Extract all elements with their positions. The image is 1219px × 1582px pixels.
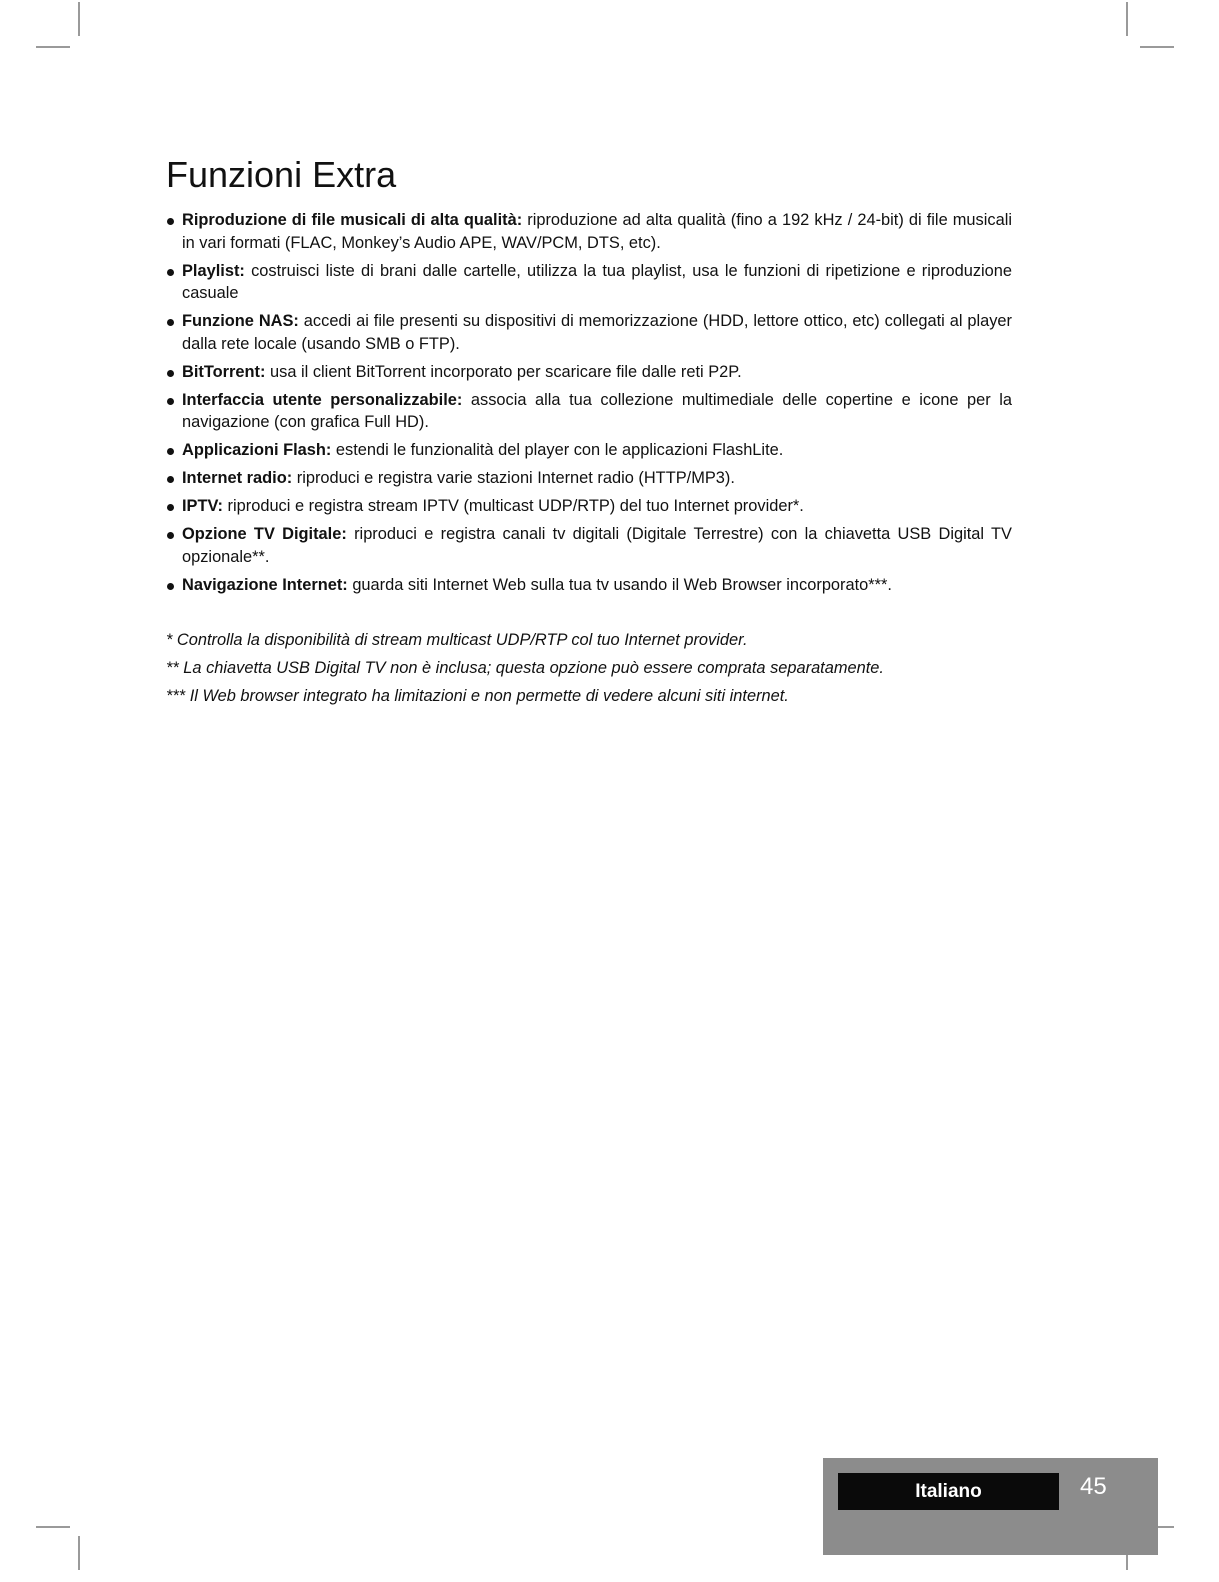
crop-mark [36, 1526, 70, 1528]
feature-term: Playlist: [182, 261, 245, 280]
bullet-icon [167, 583, 174, 590]
crop-mark [78, 1536, 80, 1570]
feature-item [166, 310, 1012, 355]
feature-text: usa il client BitTorrent incorporato per scaricare file dalle reti P2P. [265, 362, 742, 381]
feature-text: accedi ai file presenti su dispositivi di memorizzazione (HDD, lettore ottico, etc) collegati al player dalla rete locale (usando SMB o FTP). [182, 312, 1013, 353]
feature-item [166, 361, 1012, 384]
feature-term: Opzione TV Digitale: [182, 525, 347, 543]
bullet-icon [167, 398, 174, 405]
feature-text: riproduci e registra stream IPTV (multicast UDP/RTP) del tuo Internet provider*. [222, 497, 804, 515]
crop-mark [1126, 2, 1128, 36]
feature-text: riproduci e registra varie stazioni Internet radio (HTTP/MP3). [292, 469, 735, 487]
language-label: Italiano [838, 1473, 1059, 1510]
bullet-icon [167, 448, 174, 455]
page-number: 45 [1080, 1473, 1107, 1500]
feature-text: associa alla tua collezione multimediale delle copertine e icone per la navigazione (con grafica Full HD). [182, 390, 1012, 431]
footnote: * Controlla la disponibilità di stream multicast UDP/RTP col tuo Internet provider. [166, 631, 748, 649]
bullet-icon [167, 532, 174, 539]
feature-term: Internet radio: [182, 469, 293, 487]
bullet-icon [167, 269, 174, 276]
bullet-icon [167, 319, 174, 326]
feature-item [166, 209, 1012, 254]
feature-term: Funzione NAS: [182, 312, 299, 330]
page-title: Funzioni Extra [166, 154, 397, 195]
feature-item [166, 574, 1012, 597]
feature-term: IPTV: [182, 497, 223, 515]
feature-term: Applicazioni Flash: [182, 441, 332, 459]
bullet-icon [167, 476, 174, 483]
bullet-icon [167, 504, 174, 511]
feature-text: costruisci liste di brani dalle cartelle, utilizza la tua playlist, usa le funzioni di ripetizione e riproduzione casuale [182, 261, 1012, 302]
feature-text: guarda siti Internet Web sulla tua tv usando il Web Browser incorporato***. [347, 575, 892, 594]
feature-term: Riproduzione di file musicali di alta qualità: [182, 211, 523, 229]
footnote: ** La chiavetta USB Digital TV non è inclusa; questa opzione può essere comprata separatamente. [166, 659, 884, 677]
feature-item [166, 495, 1012, 518]
bullet-icon [167, 218, 174, 225]
feature-item [166, 389, 1012, 434]
feature-list [166, 209, 1012, 602]
feature-term: BitTorrent: [182, 362, 266, 381]
footnotes [166, 626, 1026, 710]
crop-mark [36, 46, 70, 48]
feature-item [166, 467, 1012, 490]
crop-mark [78, 2, 80, 36]
feature-item [166, 523, 1012, 568]
feature-text: riproduzione ad alta qualità (fino a 192 kHz / 24-bit) di file musicali in vari formati (FLAC, Monkey’s Audio APE, WAV/PCM, DTS, etc). [182, 211, 1012, 252]
feature-term: Interfaccia utente personalizzabile: [182, 390, 463, 409]
bullet-icon [167, 370, 174, 377]
feature-item [166, 439, 1012, 462]
feature-text: estendi le funzionalità del player con le applicazioni FlashLite. [331, 441, 784, 459]
crop-mark [1140, 46, 1174, 48]
feature-term: Navigazione Internet: [182, 575, 348, 594]
feature-item [166, 260, 1012, 305]
feature-text: riproduci e registra canali tv digitali (Digitale Terrestre) con la chiavetta USB Digital TV opzionale**. [182, 525, 1012, 566]
footnote: *** Il Web browser integrato ha limitazioni e non permette di vedere alcuni siti internet. [166, 687, 789, 705]
